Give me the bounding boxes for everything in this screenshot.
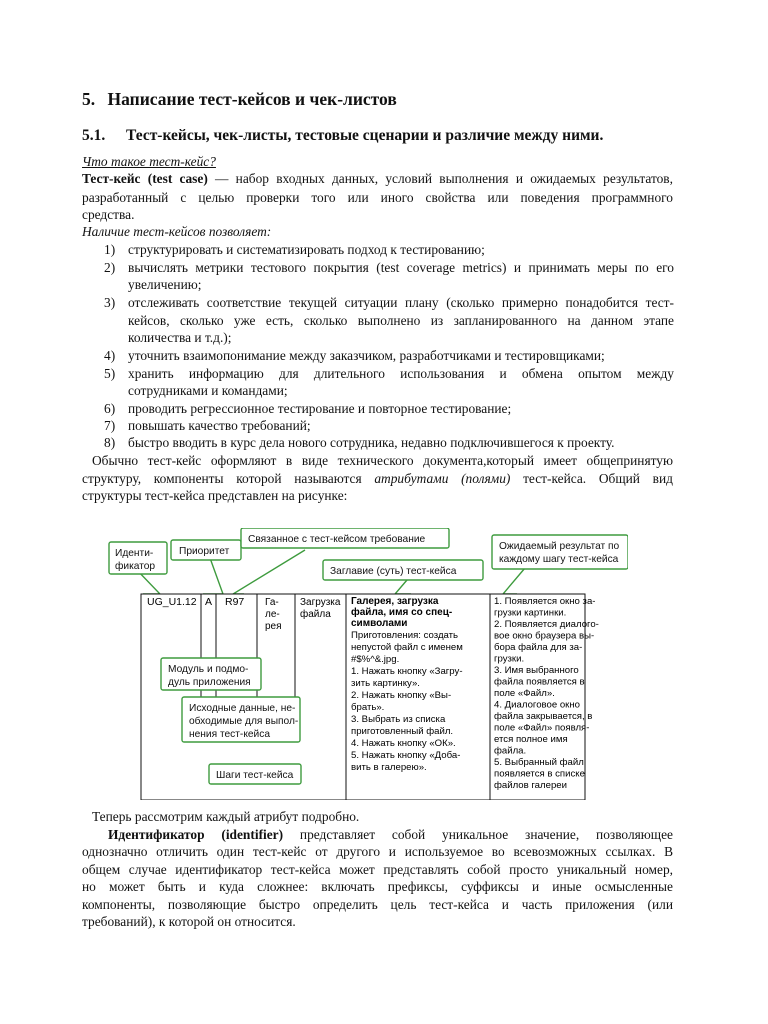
cell-expected-line: вое окно браузера вы- xyxy=(494,630,595,642)
cell-requirement: R97 xyxy=(225,596,245,608)
definition-line-3: средства. xyxy=(82,207,135,222)
para3-line-3: общем случае идентификатор тест-кейса может представлять собой просто уникальный номер, xyxy=(82,862,673,877)
callout-steps-text: Шаги тест-кейса xyxy=(216,770,294,781)
cell-steps-line: #$%^&.jpg. xyxy=(351,654,400,665)
callout-input-line: Исходные данные, не- xyxy=(189,703,296,714)
subsection-title: Тест-кейсы, чек-листы, тестовые сценарии и различие между ними. xyxy=(126,127,604,144)
cell-expected-line: файлов галереи xyxy=(494,780,567,791)
cell-title-line: символами xyxy=(351,618,408,629)
cell-expected-line: грузки. xyxy=(494,653,525,665)
cell-title-line: файла, имя со спец- xyxy=(351,607,453,618)
list-intro: Наличие тест-кейсов позволяет: xyxy=(82,224,272,239)
callout-module-line: дуль приложения xyxy=(168,677,251,688)
cell-expected-line: появляется в списке xyxy=(494,768,585,780)
para3-line-2: однозначно отличить один тест-кейс от другого и используемое во всевозможных ссылках. В xyxy=(82,844,673,859)
subsection-number: 5.1. xyxy=(82,127,106,144)
connector-requirement xyxy=(233,550,305,594)
list-item-number: 7) xyxy=(104,418,116,433)
section-heading xyxy=(82,89,397,110)
list-item-continuation: кейсов, сколько уже есть, сколько выполнено из запланированного на данном этапе xyxy=(128,313,674,328)
para1-text-a: структуру, компоненты которой называются xyxy=(82,471,375,486)
para3-line-5: компоненты, позволяющие быстро определить цель тест-кейса и часть приложения (или xyxy=(82,897,673,912)
list-item-continuation: увеличению; xyxy=(128,277,202,292)
cell-module-line: Га- xyxy=(265,597,279,608)
cell-expected-line: 3. Имя выбранного xyxy=(494,665,579,676)
para3-rest: представляет собой уникальное значение, позволяющее xyxy=(283,827,673,842)
cell-title-line: Галерея, загрузка xyxy=(351,596,439,607)
connector-priority xyxy=(203,558,223,594)
para1-text-c: тест-кейса. Общий вид xyxy=(510,471,673,486)
definition-line-1 xyxy=(82,170,673,187)
cell-steps-line: 3. Выбрать из списка xyxy=(351,714,446,725)
callout-expected-line: каждому шагу тест-кейса xyxy=(499,554,619,565)
cell-steps-line: приготовленный файл. xyxy=(351,726,454,737)
cell-steps-line: зить картинку». xyxy=(351,678,420,689)
list-item-number: 6) xyxy=(104,401,116,416)
cell-id: UG_U1.12 xyxy=(147,596,197,608)
callout-expected-line: Ожидаемый результат по xyxy=(499,541,620,552)
cell-expected-line: 4. Диалоговое окно xyxy=(494,699,581,711)
callout-title-text: Заглавие (суть) тест-кейса xyxy=(330,566,457,577)
list-item-number: 3) xyxy=(104,295,116,310)
callout-input-line: обходимые для выпол- xyxy=(189,716,299,727)
definition-term: Тест-кейс (test case) xyxy=(82,171,208,186)
para3-line-6: требований), к которой он относится. xyxy=(82,914,296,929)
connector-expected xyxy=(503,568,525,594)
cell-priority: A xyxy=(205,596,213,608)
question-line: Что такое тест-кейс? xyxy=(82,154,216,169)
para1-line-3: структуры тест-кейса представлен на рисунке: xyxy=(82,488,348,503)
connector-title xyxy=(395,580,411,594)
list-item-number: 4) xyxy=(104,348,116,363)
cell-expected-line: ется полное имя xyxy=(494,734,568,745)
list-item-continuation: количества и т.д.); xyxy=(128,330,232,345)
list-item-text: хранить информацию для длительного использования и обмена опытом между xyxy=(128,366,674,381)
callout-module-line: Модуль и подмо- xyxy=(168,664,249,675)
para3-line-1 xyxy=(82,826,673,843)
callout-identifier-line: Иденти- xyxy=(115,548,154,559)
callout-input-line: нения тест-кейса xyxy=(189,729,271,740)
list-item-number: 2) xyxy=(104,260,116,275)
subsection-heading xyxy=(82,127,603,145)
cell-steps-line: 2. Нажать кнопку «Вы- xyxy=(351,690,452,701)
cell-steps-line: вить в галерею». xyxy=(351,762,427,773)
cell-steps-line: Приготовления: создать xyxy=(351,630,459,641)
list-item-text: повышать качество требований; xyxy=(128,418,311,433)
list-item-text: структурировать и систематизировать подход к тестированию; xyxy=(128,242,485,257)
list-item-text: проводить регрессионное тестирование и повторное тестирование; xyxy=(128,401,512,416)
list-item-number: 5) xyxy=(104,366,116,381)
para1-line-1: Обычно тест-кейс оформляют в виде технического документа,который имеет общепринятую xyxy=(92,453,673,468)
list-item-text: уточнить взаимопонимание между заказчиком, разработчиками и тестировщиками; xyxy=(128,348,605,363)
definition-rest: — набор входных данных, условий выполнения и ожидаемых результатов, xyxy=(207,171,673,186)
section-number: 5. xyxy=(82,89,96,109)
cell-steps-line: 4. Нажать кнопку «ОК». xyxy=(351,738,456,749)
list-item-number: 1) xyxy=(104,242,116,257)
para3-term: Идентификатор (identifier) xyxy=(108,827,284,842)
cell-expected-line: грузки картинки. xyxy=(494,607,567,619)
cell-expected-line: файла закрывается, в xyxy=(494,711,593,722)
cell-expected-line: 2. Появляется диалого- xyxy=(494,619,599,630)
para3-line-4: но может быть и куда сложнее: включать префиксы, суффиксы и иные осмысленные xyxy=(82,879,673,894)
section-title: Написание тест-кейсов и чек-листов xyxy=(107,89,397,109)
cell-expected-line: поле «Файл» появля- xyxy=(494,722,590,734)
list-item-text: быстро вводить в курс дела нового сотрудника, недавно подключившегося к проекту. xyxy=(128,435,615,450)
para2: Теперь рассмотрим каждый атрибут подробно. xyxy=(92,809,360,824)
cell-expected-line: 1. Появляется окно за- xyxy=(494,596,596,607)
cell-expected-line: поле «Файл». xyxy=(494,688,555,699)
cell-submodule-line: файла xyxy=(300,609,331,620)
cell-expected-line: файла. xyxy=(494,745,527,757)
list-item-text: отслеживать соответствие текущей ситуации плану (сколько примерно понадобится тест- xyxy=(128,295,674,310)
definition-line-2: разработанный с целью проверки того или иного свойства или поведения программного xyxy=(82,190,673,205)
cell-submodule-line: Загрузка xyxy=(300,597,341,608)
para1-attributes-term: атрибутами (полями) xyxy=(374,471,511,486)
cell-steps-line: 1. Нажать кнопку «Загру- xyxy=(351,666,463,677)
cell-steps-line: брать». xyxy=(351,702,385,713)
test-case-structure-figure xyxy=(105,528,628,800)
cell-module-line: рея xyxy=(265,621,282,632)
callout-priority-text: Приоритет xyxy=(179,546,230,557)
callout-identifier-line: фикатор xyxy=(115,561,156,572)
list-item-continuation: сотрудниками и командами; xyxy=(128,383,288,398)
list-item-number: 8) xyxy=(104,435,116,450)
cell-expected-line: 5. Выбранный файл xyxy=(494,757,584,768)
cell-module-line: ле- xyxy=(265,609,280,620)
cell-expected-line: бора файла для за- xyxy=(494,642,583,653)
cell-steps-line: непустой файл с именем xyxy=(351,642,463,653)
cell-expected-line: файла появляется в xyxy=(494,676,585,688)
callout-requirement-text: Связанное с тест-кейсом требование xyxy=(248,534,426,545)
list-item-text: вычислять метрики тестового покрытия (test coverage metrics) и принимать меры по его xyxy=(128,260,674,275)
cell-steps-line: 5. Нажать кнопку «Доба- xyxy=(351,750,461,761)
para1-line-2 xyxy=(82,470,673,487)
